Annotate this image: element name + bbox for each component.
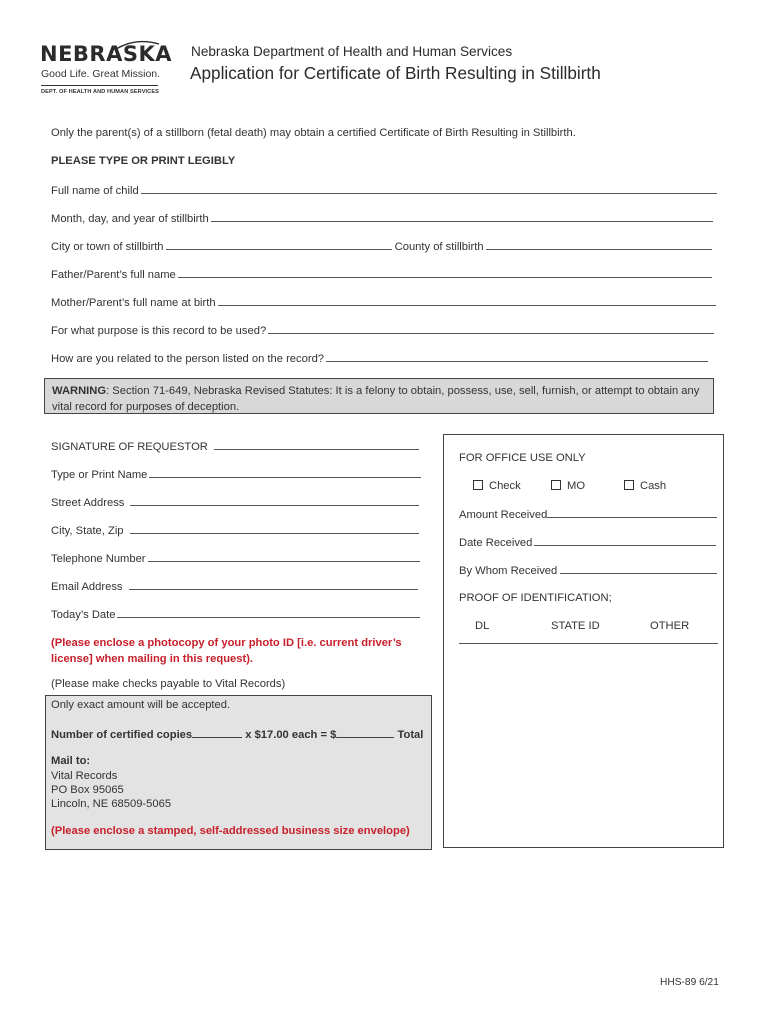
copies-row[interactable] [51,728,423,741]
address-line-2: PO Box 95065 [51,784,124,796]
todays-date-label: Today’s Date [51,609,116,621]
payment-check-option[interactable] [473,480,521,492]
total-amount-input[interactable] [336,728,394,738]
field-todays-date[interactable] [51,608,420,621]
father-label: Father/Parent’s full name [51,269,176,281]
envelope-note: (Please enclose a stamped, self-addressed business size envelope) [51,825,410,837]
by-whom-label: By Whom Received [459,565,558,577]
stillbirth-date-label: Month, day, and year of stillbirth [51,213,209,225]
field-child-name[interactable] [51,184,717,197]
print-name-label: Type or Print Name [51,469,148,481]
city-state-zip-label: City, State, Zip [51,525,124,537]
email-input[interactable] [129,580,418,590]
id-state-label: STATE ID [551,620,600,632]
relation-input[interactable] [326,352,708,362]
print-name-input[interactable] [149,468,421,478]
city-label: City or town of stillbirth [51,241,164,253]
warning-text: : Section 71-649, Nebraska Revised Statutes: It is a felony to obtain, possess, use, sell, furnish, or attempt to obtain any [106,385,700,397]
copies-label: Number of certified copies [51,729,193,741]
child-name-label: Full name of child [51,185,139,197]
todays-date-input[interactable] [117,608,420,618]
email-label: Email Address [51,581,123,593]
by-whom-field[interactable] [459,564,717,577]
exact-amount-note: Only exact amount will be accepted. [51,699,231,711]
office-use-heading: FOR OFFICE USE ONLY [459,452,586,464]
signature-label: SIGNATURE OF REQUESTOR [51,441,208,453]
cash-checkbox[interactable] [624,480,634,490]
warning-box [44,378,714,414]
county-input[interactable] [486,240,712,250]
mo-checkbox[interactable] [551,480,561,490]
warning-line-1 [52,383,713,399]
field-city-state-zip[interactable] [51,524,419,537]
page-title: Application for Certificate of Birth Resulting in Stillbirth [190,63,601,83]
field-stillbirth-date[interactable] [51,212,713,225]
date-received-input[interactable] [534,536,716,546]
warning-label: WARNING [52,385,107,397]
office-use-box [443,434,724,848]
city-input[interactable] [166,240,392,250]
amount-received-field[interactable] [459,508,717,521]
stillbirth-date-input[interactable] [211,212,713,222]
field-city[interactable] [51,240,712,253]
amount-received-label: Amount Received [459,509,548,521]
price-label: x $17.00 each = $ [245,729,337,741]
by-whom-input[interactable] [560,564,717,574]
field-mother[interactable] [51,296,716,309]
mother-label: Mother/Parent’s full name at birth [51,297,216,309]
mail-to-heading: Mail to: [51,755,91,767]
payment-cash-option[interactable] [624,480,666,492]
proof-of-id-heading: PROOF OF IDENTIFICATION; [459,592,612,604]
signature-input[interactable] [214,440,419,450]
checks-note: (Please make checks payable to Vital Records) [51,678,286,690]
father-input[interactable] [178,268,712,278]
field-print-name[interactable] [51,468,421,481]
address-line-1: Vital Records [51,770,118,782]
instruction-text: PLEASE TYPE OR PRINT LEGIBLY [51,155,236,167]
county-label: County of stillbirth [394,241,484,253]
field-telephone[interactable] [51,552,420,565]
telephone-label: Telephone Number [51,553,146,565]
logo-department: DEPT. OF HEALTH AND HUMAN SERVICES [41,89,159,95]
cash-label: Cash [640,480,667,492]
id-other-label: OTHER [650,620,690,632]
field-relation[interactable] [51,352,708,365]
field-email[interactable] [51,580,418,593]
payment-mo-option[interactable] [551,480,585,492]
photo-id-note [51,635,402,667]
check-checkbox[interactable] [473,480,483,490]
photo-id-note-line-2: license] when mailing in this request). [51,653,254,665]
check-label: Check [489,480,521,492]
copies-count-input[interactable] [192,728,242,738]
field-purpose[interactable] [51,324,714,337]
warning-line-2: vital record for purposes of deception. [52,401,240,413]
street-input[interactable] [130,496,419,506]
purpose-label: For what purpose is this record to be used? [51,325,267,337]
purpose-input[interactable] [268,324,714,334]
field-father[interactable] [51,268,712,281]
field-street[interactable] [51,496,419,509]
logo-divider [41,85,158,86]
form-number: HHS-89 6/21 [660,977,719,988]
child-name-input[interactable] [141,184,717,194]
photo-id-note-line-1: (Please enclose a photocopy of your photo ID [i.e. current driver’s [51,637,402,649]
mo-label: MO [567,480,586,492]
total-label: Total [397,729,424,741]
intro-text: Only the parent(s) of a stillborn (fetal death) may obtain a certified Certificate of Birth Resulting in Stillbirth. [51,127,576,139]
city-state-zip-input[interactable] [130,524,419,534]
agency-name: Nebraska Department of Health and Human Services [191,44,513,59]
date-received-field[interactable] [459,536,716,549]
date-received-label: Date Received [459,537,533,549]
id-entry-line[interactable] [459,643,718,644]
street-label: Street Address [51,497,125,509]
field-signature[interactable] [51,440,419,453]
id-dl-label: DL [475,620,490,632]
logo-tagline: Good Life. Great Mission. [41,68,161,80]
mailing-address [51,769,171,811]
address-line-3: Lincoln, NE 68509-5065 [51,798,172,810]
relation-label: How are you related to the person listed on the record? [51,353,325,365]
mother-input[interactable] [218,296,716,306]
telephone-input[interactable] [148,552,420,562]
amount-received-input[interactable] [547,508,717,518]
logo-wordmark: NEBRASKA [40,42,172,66]
